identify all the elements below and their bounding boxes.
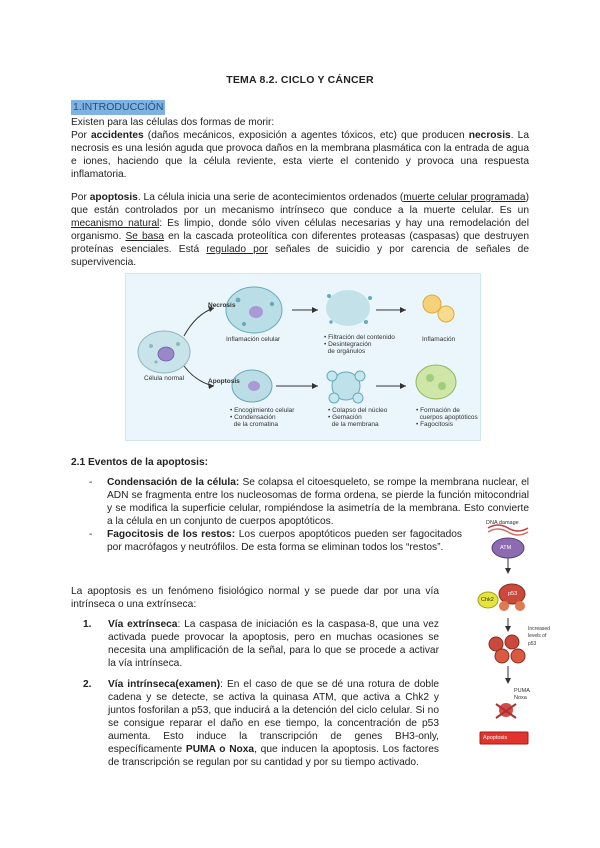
text: señales de suicidio y por carencia de señales de supervivencia. [71, 244, 530, 268]
page-title: TEMA 8.2. CICLO Y CÁNCER [226, 74, 374, 86]
bullet-title: Condensación de la célula: [107, 477, 240, 488]
underline-muerte-celular: muerte celular programada [403, 192, 526, 203]
pathway-text: , que inducen la apoptosis. Los factores de transcripción se regulan por su cantidad y por su tiempo activado. [108, 744, 439, 768]
intro-block [71, 116, 529, 181]
label-apo-1b: • Condensación [230, 414, 276, 421]
bold-puma-noxa: PUMA o Noxa [185, 744, 255, 755]
text: . La célula inicia una serie de acontecimientos ordenados ( [137, 192, 404, 203]
label-apoptosis: Apoptosis [208, 378, 240, 385]
text: Por [71, 130, 91, 141]
text: (daños mecánicos, exposición a agentes tóxicos, etc) que producen [143, 130, 469, 141]
label-nec-2a: • Filtración del contenido [324, 334, 395, 341]
label-nec-2c: de orgánulos [324, 348, 366, 355]
label-apo-1a: • Encogimiento celular [230, 407, 295, 414]
label-normal-cell: Célula normal [144, 375, 185, 382]
label-levels-p53: levels of p53 [528, 633, 547, 647]
inflammation-cells [423, 295, 454, 322]
label-apo-2c: de la membrana [328, 421, 379, 428]
list-number: 2. [83, 679, 92, 690]
bullet-condensacion [89, 476, 529, 528]
bullet-title: Fagocitosis de los restos: [107, 529, 236, 540]
pathway-text: : La caspasa de iniciación es la caspasa-8, que una vez activada puede provocar la apoptosis, pero en muchas ocasiones se necesita una amplificación de la señal, para lo que se procede a activar la vía intrínseca. [108, 619, 439, 669]
label-dna-damage: DNA damage [486, 520, 519, 526]
necrosis-leaking-cell [326, 290, 372, 326]
label-nec-3: Inflamación [422, 336, 456, 343]
label-chk2: Chk2 [481, 597, 494, 603]
label-necrosis: Necrosis [208, 302, 236, 309]
label-apo-3b: cuerpos apoptóticos [416, 414, 478, 421]
label-p53: p53 [508, 591, 518, 597]
label-apo-3c: • Fagocitosis [416, 421, 453, 428]
label-apo-3a: • Formación de [416, 407, 460, 414]
necrosis-apoptosis-figure [125, 273, 481, 441]
necrosis-paragraph [71, 129, 529, 181]
phagocyte-cell [416, 365, 456, 399]
pathway-title: Vía intrínseca(examen) [108, 679, 221, 690]
apoptosis-blebbing-cell [327, 371, 365, 403]
label-apo-1c: de la cromatina [230, 421, 279, 428]
events-bullet-list [89, 476, 529, 554]
bold-necrosis: necrosis [468, 130, 511, 141]
label-atm: ATM [500, 545, 512, 551]
pathway-title: Vía extrínseca [108, 619, 178, 630]
label-nec-2b: • Desintegración [324, 341, 372, 348]
apoptosis-shrinking-cell [232, 370, 272, 402]
label-noxa: Noxa [514, 695, 527, 701]
label-apo-2a: • Colapso del núcleo [328, 407, 388, 414]
pathway-extrinsic [83, 618, 439, 670]
pathways-numbered-list [83, 618, 439, 777]
label-increased: Increased [528, 626, 550, 632]
apoptosis-paragraph [71, 191, 529, 269]
bold-apoptosis: apoptosis [89, 192, 138, 203]
label-apoptosis-box: Apoptosis [483, 735, 508, 741]
text: en la cascada proteolítica con diferentes proteasas (caspasas) que destruyen proteínas esenciales. Está [71, 231, 530, 255]
normal-cell-drawing [138, 331, 190, 373]
pathways-intro: La apoptosis es un fenómeno fisiológico normal y se puede dar por una vía intrínseca o una extrínseca: [71, 586, 439, 610]
intro-line: Existen para las células dos formas de morir: [71, 117, 275, 128]
bullet-dash: - [89, 477, 93, 488]
label-nec-1: Inflamación celular [226, 336, 281, 343]
p53-pathway-figure [470, 520, 550, 748]
text: . La necrosis es una lesión aguda que provoca daños en la membrana plasmática con la entrada de agua e iones, haciendo que la célula reviente, esta vierte el contenido y provoca una respuesta inflamatoria. [71, 130, 529, 180]
label-apo-2b: • Gemación [328, 414, 362, 421]
label-puma: PUMA [514, 688, 530, 694]
text: : Es limpio, donde sólo viven células necesarias y hay una remodelación del organismo. [71, 218, 529, 242]
pathway-intrinsic [83, 678, 439, 769]
underline-regulado-por: regulado por [206, 244, 268, 255]
section-heading-eventos: 2.1 Eventos de la apoptosis: [71, 457, 209, 468]
section-heading-introduccion: 1.INTRODUCCIÓN [73, 101, 164, 113]
text: Por [71, 192, 90, 203]
underline-se-basa: Se basa [125, 231, 165, 242]
pathway-text: : En el caso de que se dé una rotura de doble cadena y se detecte, se activa la quinasa ATM, que activa a Chk2 y juntos fosforilan a p53, que inducirá a la detención del ciclo celular. Si no se consigue reparar el daño en ese tiempo, la concentración de p53 aumenta. Esto induce la transcripción de genes BH3-only, específicamente [108, 679, 439, 755]
bullet-text: Los cuerpos apoptóticos pueden ser fagocitados por macrófagos y neutrófilos. De esta forma se eliminan todos los “restos”. [107, 529, 463, 553]
list-number: 1. [83, 619, 92, 630]
bold-accidentes: accidentes [91, 130, 144, 141]
underline-mecanismo-natural: mecanismo natural [71, 218, 160, 229]
bullet-text: Se colapsa el citoesqueleto, se rompe la membrana nuclear, el ADN se fragmenta entre los nucleosomas de forma ordena, se pierde la función mitocondrial y se modifica la superficie celular, rompiéndose la asimetría de la membrana. Esto convierte a la célula en un conjunto de cuerpos apoptóticos. [107, 477, 530, 527]
bullet-fagocitosis [89, 528, 462, 554]
arrow-necrosis [184, 308, 214, 336]
bullet-dash: - [89, 529, 93, 540]
necrosis-swollen-cell [226, 287, 282, 333]
text: ) que están controlados por un mecanismo intrínseco que conduce a la muerte celular. Es un [71, 192, 530, 216]
